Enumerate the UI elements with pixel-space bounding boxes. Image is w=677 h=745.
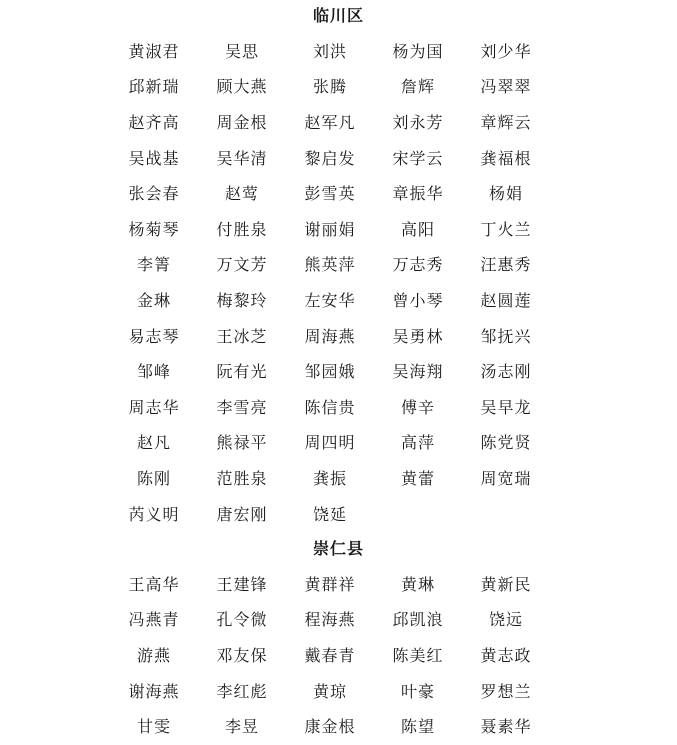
- name-row: [110, 105, 550, 141]
- name-entry: 甘雯: [136, 717, 171, 737]
- name-entry: 周宽瑞: [480, 468, 532, 488]
- name-entry: 孔令微: [216, 610, 268, 630]
- name-row: [110, 497, 550, 533]
- name-row: [110, 283, 550, 319]
- name-entry: 黎启发: [304, 148, 356, 168]
- name-entry: 罗想兰: [480, 681, 532, 701]
- name-entry: 詹辉: [400, 77, 435, 97]
- name-row: [110, 426, 550, 462]
- name-entry: 杨为国: [392, 41, 444, 61]
- name-entry: 黄志政: [480, 645, 532, 665]
- name-entry: 邹抚兴: [480, 326, 532, 346]
- name-entry: 邹园娥: [304, 362, 356, 382]
- name-row: [110, 638, 550, 674]
- name-entry: 黄群祥: [304, 574, 356, 594]
- name-entry: 黄蕾: [400, 468, 435, 488]
- name-entry: 周海燕: [304, 326, 356, 346]
- name-entry: 张会春: [128, 184, 180, 204]
- name-entry: 万文芳: [216, 255, 268, 275]
- name-entry: 赵莺: [224, 184, 259, 204]
- name-entry: 赵军凡: [304, 112, 356, 132]
- name-entry: 刘永芳: [392, 112, 444, 132]
- name-row: [110, 176, 550, 212]
- name-entry: 龚福根: [480, 148, 532, 168]
- name-entry: 顾大燕: [216, 77, 268, 97]
- name-entry: 周四明: [304, 433, 356, 453]
- name-entry: 熊禄平: [216, 433, 268, 453]
- name-row: [110, 34, 550, 70]
- name-row: [110, 354, 550, 390]
- name-entry: 冯燕青: [128, 610, 180, 630]
- name-entry: 彭雪英: [304, 184, 356, 204]
- name-entry: 杨娟: [488, 184, 523, 204]
- name-entry: 饶延: [312, 504, 347, 524]
- name-entry: 陈刚: [136, 468, 171, 488]
- name-entry: 章振华: [392, 184, 444, 204]
- name-entry: 金琳: [136, 290, 171, 310]
- name-entry: 谢丽娟: [304, 219, 356, 239]
- name-entry: 邱凯浪: [392, 610, 444, 630]
- name-grid-linchuan: [110, 34, 550, 532]
- name-entry: 李红彪: [216, 681, 268, 701]
- name-entry: 易志琴: [128, 326, 180, 346]
- name-entry: 谢海燕: [128, 681, 180, 701]
- name-row: [110, 461, 550, 497]
- name-row: [110, 70, 550, 106]
- name-entry: 吴早龙: [480, 397, 532, 417]
- name-entry: 黄琼: [312, 681, 347, 701]
- name-entry: 邹峰: [136, 362, 171, 382]
- name-entry: 王高华: [128, 574, 180, 594]
- name-entry: 冯翠翠: [480, 77, 532, 97]
- name-row: [110, 603, 550, 639]
- name-entry: 汤志刚: [480, 362, 532, 382]
- name-row: [110, 141, 550, 177]
- name-entry: 叶豪: [400, 681, 435, 701]
- name-row: [110, 212, 550, 248]
- name-row: [110, 319, 550, 355]
- name-entry: 章辉云: [480, 112, 532, 132]
- name-entry: 杨菊琴: [128, 219, 180, 239]
- name-entry: 陈美红: [392, 645, 444, 665]
- name-entry: 王建锋: [216, 574, 268, 594]
- name-entry: 曾小琴: [392, 290, 444, 310]
- name-entry: 高萍: [400, 433, 435, 453]
- name-entry: 李昱: [224, 717, 259, 737]
- name-entry: 吴战基: [128, 148, 180, 168]
- name-entry: 李箐: [136, 255, 171, 275]
- name-entry: 李雪亮: [216, 397, 268, 417]
- name-entry: 高阳: [400, 219, 435, 239]
- name-entry: 康金根: [304, 717, 356, 737]
- name-row: [110, 674, 550, 710]
- name-entry: 范胜泉: [216, 468, 268, 488]
- name-entry: 傅辛: [400, 397, 435, 417]
- name-entry: 黄琳: [400, 574, 435, 594]
- name-entry: 陈党贤: [480, 433, 532, 453]
- name-entry: 陈望: [400, 717, 435, 737]
- name-entry: 陈信贵: [304, 397, 356, 417]
- name-entry: 游燕: [136, 645, 171, 665]
- name-entry: 邓友保: [216, 645, 268, 665]
- name-entry: 周志华: [128, 397, 180, 417]
- name-entry: 程海燕: [304, 610, 356, 630]
- name-entry: 张腾: [312, 77, 347, 97]
- name-entry: 阮有光: [216, 362, 268, 382]
- name-entry: 刘少华: [480, 41, 532, 61]
- section-title-linchuan: 临川区: [312, 6, 364, 25]
- name-entry: 丁火兰: [480, 219, 532, 239]
- name-row: [110, 248, 550, 284]
- section-title-chongren: 崇仁县: [312, 539, 364, 558]
- name-entry: 黄新民: [480, 574, 532, 594]
- name-entry: 梅黎玲: [216, 290, 268, 310]
- name-row: [110, 390, 550, 426]
- name-entry: 左安华: [304, 290, 356, 310]
- name-entry: 赵凡: [136, 433, 171, 453]
- name-grid-chongren: [110, 567, 550, 745]
- name-entry: 汪惠秀: [480, 255, 532, 275]
- name-entry: 芮义明: [128, 504, 180, 524]
- name-entry: 吴思: [224, 41, 259, 61]
- name-entry: 吴华清: [216, 148, 268, 168]
- name-entry: 王冰芝: [216, 326, 268, 346]
- name-entry: 吴海翔: [392, 362, 444, 382]
- name-entry: 赵齐高: [128, 112, 180, 132]
- name-row: [110, 567, 550, 603]
- name-entry: 唐宏刚: [216, 504, 268, 524]
- name-entry: 熊英萍: [304, 255, 356, 275]
- name-row: [110, 709, 550, 745]
- name-entry: 付胜泉: [216, 219, 268, 239]
- name-entry: 周金根: [216, 112, 268, 132]
- name-entry: 龚振: [312, 468, 347, 488]
- name-entry: 宋学云: [392, 148, 444, 168]
- name-entry: 万志秀: [392, 255, 444, 275]
- name-entry: 饶远: [488, 610, 523, 630]
- name-entry: 刘洪: [312, 41, 347, 61]
- name-entry: 黄淑君: [128, 41, 180, 61]
- name-entry: 吴勇林: [392, 326, 444, 346]
- name-entry: 聂素华: [480, 717, 532, 737]
- name-entry: 赵圆莲: [480, 290, 532, 310]
- name-entry: 邱新瑞: [128, 77, 180, 97]
- name-entry: 戴春青: [304, 645, 356, 665]
